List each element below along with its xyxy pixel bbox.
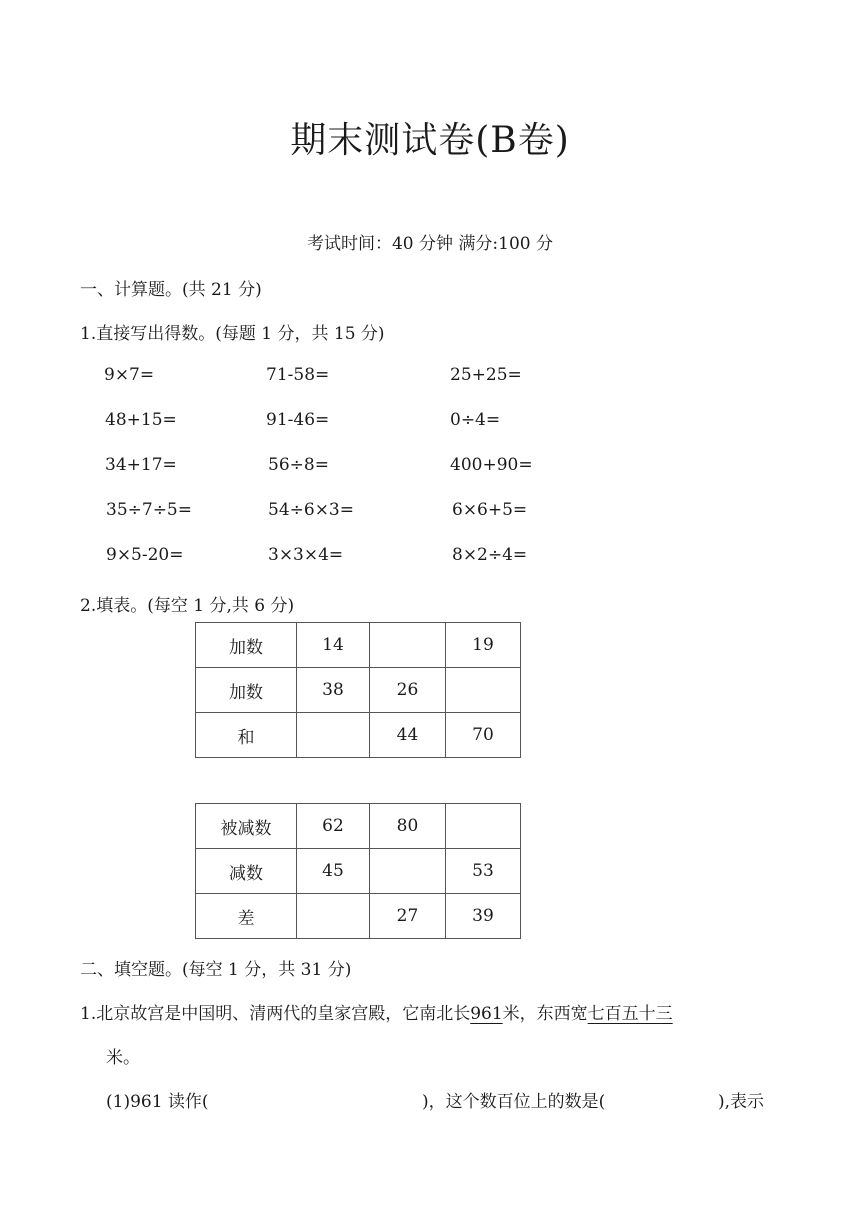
table-row [196, 894, 521, 939]
s2-sub1-a: (1)961 读作( [106, 1092, 209, 1112]
table-row [196, 804, 521, 849]
blank-reading[interactable] [236, 1087, 422, 1109]
table-cell: 差 [196, 894, 297, 939]
problem-item: 3×3×4= [268, 545, 344, 565]
problem-item: 400+90= [450, 455, 533, 475]
problem-item: 34+17= [105, 455, 177, 475]
table-row [196, 849, 521, 894]
problem-item: 91-46= [266, 410, 330, 430]
problem-item: 35÷7÷5= [106, 500, 192, 520]
table-row [196, 623, 521, 668]
problem-item: 54÷6×3= [268, 500, 354, 520]
underlined-number: 961 [470, 1004, 503, 1024]
table-row [196, 713, 521, 758]
table-cell-blank[interactable] [297, 894, 370, 939]
table-cell: 19 [446, 623, 521, 668]
table-cell: 和 [196, 713, 297, 758]
problem-item: 25+25= [450, 365, 522, 385]
s2-q1-line2: 米。 [106, 1048, 140, 1068]
blank-hundreds-digit[interactable] [652, 1087, 718, 1109]
table-cell: 加数 [196, 668, 297, 713]
subtraction-table [195, 803, 521, 939]
problem-item: 56÷8= [268, 455, 329, 475]
s2-q1-text-a: 1.北京故宫是中国明、清两代的皇家宫殿，它南北长 [80, 1004, 471, 1024]
problem-item: 9×7= [104, 365, 155, 385]
problem-item: 6×6+5= [452, 500, 528, 520]
table-cell: 38 [297, 668, 370, 713]
page-title: 期末测试卷(B卷) [290, 120, 570, 161]
problem-item: 8×2÷4= [452, 545, 528, 565]
table-cell: 加数 [196, 623, 297, 668]
table-cell: 44 [370, 713, 446, 758]
section2-heading: 二、填空题。(每空 1 分，共 31 分) [80, 960, 352, 980]
q1-heading: 1.直接写出得数。(每题 1 分，共 15 分) [80, 324, 385, 344]
table-cell-blank[interactable] [370, 623, 446, 668]
problem-item: 71-58= [266, 365, 330, 385]
table-cell: 80 [370, 804, 446, 849]
problem-item: 9×5-20= [106, 545, 184, 565]
table-cell: 14 [297, 623, 370, 668]
table-cell: 45 [297, 849, 370, 894]
addition-table [195, 622, 521, 758]
table-cell: 减数 [196, 849, 297, 894]
table-cell: 27 [370, 894, 446, 939]
table-cell: 62 [297, 804, 370, 849]
table-cell-blank[interactable] [446, 804, 521, 849]
s2-q1-text-b: 米，东西宽 [502, 1004, 588, 1024]
s2-sub1-b: )，这个数百位上的数是( [422, 1092, 606, 1112]
table-cell: 39 [446, 894, 521, 939]
q2-heading: 2.填表。(每空 1 分,共 6 分) [80, 596, 295, 616]
s2-sub1-c: ),表示 [718, 1092, 765, 1112]
exam-info: 考试时间：40 分钟 满分:100 分 [306, 234, 554, 254]
table-cell: 70 [446, 713, 521, 758]
table-cell: 53 [446, 849, 521, 894]
table-cell-blank[interactable] [446, 668, 521, 713]
table-cell: 26 [370, 668, 446, 713]
table-cell: 被减数 [196, 804, 297, 849]
section1-heading: 一、计算题。(共 21 分) [80, 280, 262, 300]
table-cell-blank[interactable] [370, 849, 446, 894]
table-cell-blank[interactable] [297, 713, 370, 758]
problem-item: 48+15= [105, 410, 177, 430]
s2-q1-line1 [80, 999, 673, 1024]
underlined-word: 七百五十三 [587, 1004, 673, 1024]
table-row [196, 668, 521, 713]
problem-item: 0÷4= [450, 410, 501, 430]
